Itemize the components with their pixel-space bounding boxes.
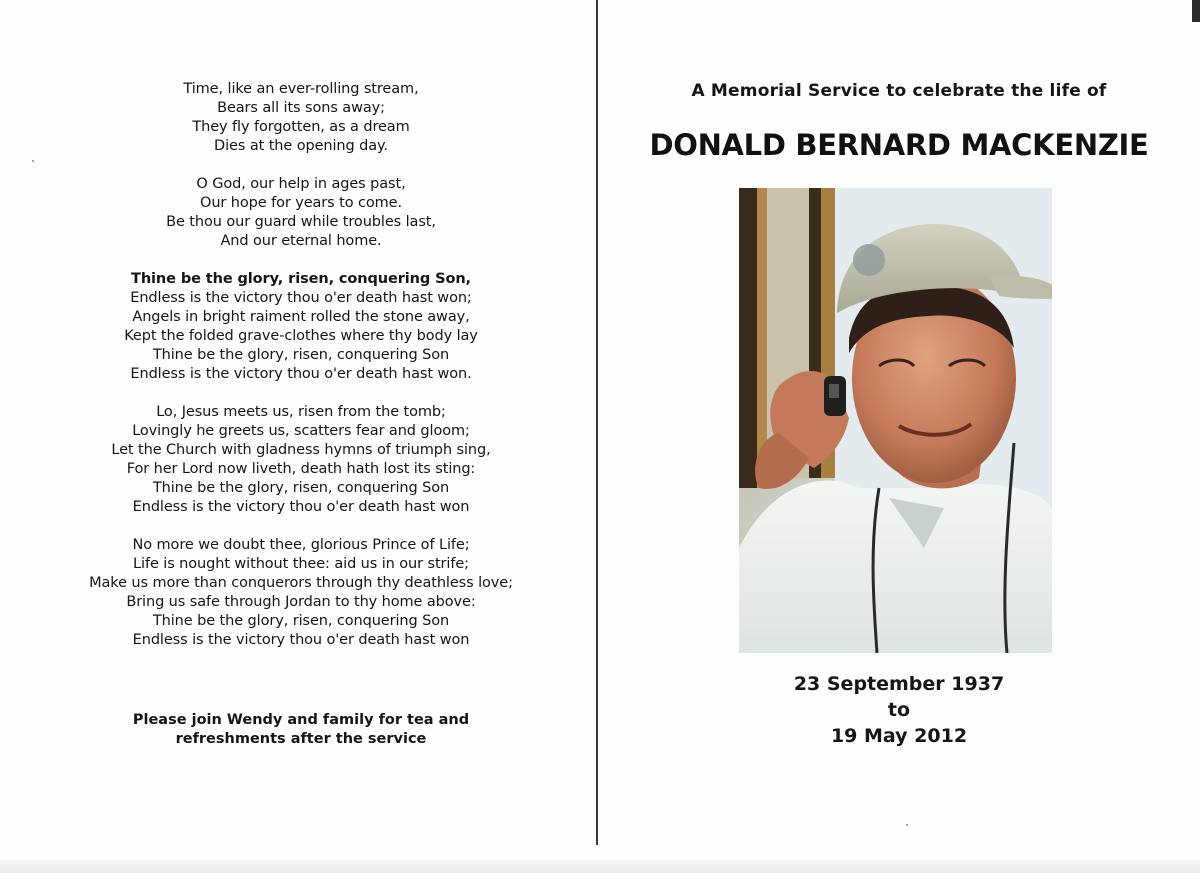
hymn-stanza (60, 175, 542, 251)
birth-date: 23 September 1937 (793, 673, 1005, 695)
hymn-line: Time, like an ever-rolling stream, (183, 81, 419, 97)
paper-speck (32, 160, 34, 162)
hymn-line: Thine be the glory, risen, conquering Son (152, 480, 450, 496)
hymn-line: Our hope for years to come. (200, 195, 402, 211)
hymn-line: Endless is the victory thou o'er death hast won; (130, 290, 472, 306)
corner-mark (1192, 0, 1200, 22)
hymn-line: Endless is the victory thou o'er death hast won (132, 499, 470, 515)
hymn-line: Angels in bright raiment rolled the stone away, (132, 309, 470, 325)
hymn-line: Life is nought without thee: aid us in our strife; (133, 556, 469, 572)
right-page (598, 0, 1200, 860)
hymn-stanza (60, 270, 542, 384)
hymn-line: Thine be the glory, risen, conquering Son, (131, 271, 471, 287)
reception-invitation (60, 711, 542, 749)
hymn-line: Thine be the glory, risen, conquering Son (152, 347, 450, 363)
paper-speck (906, 824, 908, 826)
hymn-line: Be thou our guard while troubles last, (166, 214, 436, 230)
hymn-line: No more we doubt thee, glorious Prince of Life; (132, 537, 470, 553)
hymn-line: Lo, Jesus meets us, risen from the tomb; (156, 404, 446, 420)
hymn-text (60, 80, 542, 669)
hymn-line: They fly forgotten, as a dream (192, 119, 410, 135)
memorial-intro: A Memorial Service to celebrate the life of (691, 81, 1107, 101)
scan-bottom-edge (0, 860, 1200, 873)
invitation-line: Please join Wendy and family for tea and (132, 712, 470, 728)
death-date: 19 May 2012 (830, 725, 968, 747)
portrait-photo (739, 188, 1052, 653)
date-separator: to (887, 699, 911, 721)
hymn-line: Bring us safe through Jordan to thy home above: (126, 594, 476, 610)
life-dates (598, 671, 1200, 749)
hymn-line: Dies at the opening day. (214, 138, 388, 154)
hymn-line: Let the Church with gladness hymns of triumph sing, (111, 442, 491, 458)
hymn-line: Kept the folded grave-clothes where thy body lay (124, 328, 478, 344)
hymn-line: For her Lord now liveth, death hath lost its sting: (126, 461, 476, 477)
hymn-stanza (60, 536, 542, 650)
hymn-line: And our eternal home. (220, 233, 382, 249)
portrait-illustration (739, 188, 1052, 653)
invitation-line: refreshments after the service (175, 731, 427, 747)
hymn-line: Thine be the glory, risen, conquering Son (152, 613, 450, 629)
hymn-line: Lovingly he greets us, scatters fear and gloom; (132, 423, 470, 439)
deceased-name: DONALD BERNARD MACKENZIE (649, 128, 1149, 162)
left-page (0, 0, 596, 860)
hymn-stanza (60, 80, 542, 156)
hymn-line: Endless is the victory thou o'er death hast won (132, 632, 470, 648)
hymn-line: Bears all its sons away; (217, 100, 385, 116)
hymn-line: Make us more than conquerors through thy deathless love; (89, 575, 513, 591)
hymn-line: Endless is the victory thou o'er death hast won. (130, 366, 472, 382)
hymn-stanza (60, 403, 542, 517)
hymn-line: O God, our help in ages past, (196, 176, 406, 192)
